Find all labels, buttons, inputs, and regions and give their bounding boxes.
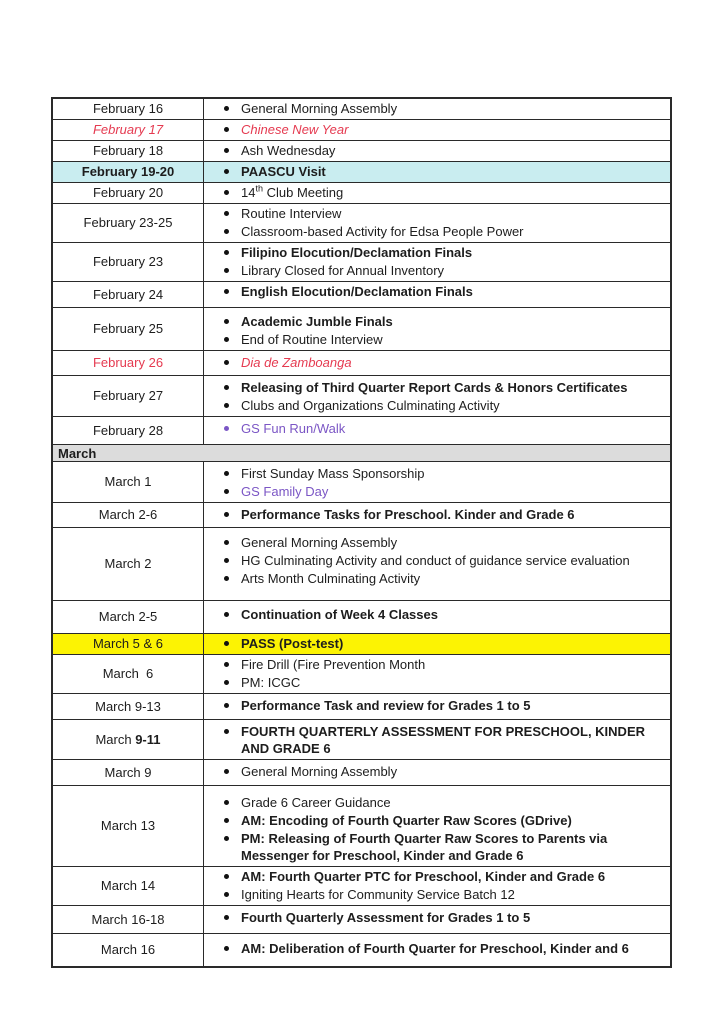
- event-text: [241, 674, 300, 691]
- text-segment: Library Closed for Annual Inventory: [241, 263, 445, 278]
- table-row: [53, 99, 670, 120]
- event-text: [241, 697, 531, 714]
- bullet-icon: [224, 886, 241, 903]
- event-item: [224, 121, 666, 138]
- bullet-icon: [224, 868, 241, 885]
- text-segment: Chinese New Year: [241, 122, 349, 137]
- text-segment: Ash Wednesday: [241, 143, 336, 158]
- events-cell: [204, 906, 670, 933]
- text-segment: AM: Encoding of Fourth Quarter Raw Scores (GDrive): [241, 813, 572, 828]
- date-label: [93, 185, 163, 201]
- event-item: [224, 379, 666, 396]
- event-item: [224, 465, 666, 482]
- events-cell: [204, 655, 670, 693]
- text-segment: Igniting Hearts for Community Service Batch 12: [241, 887, 515, 902]
- table-row: [53, 601, 670, 634]
- event-item: [224, 100, 666, 117]
- event-text: [241, 763, 397, 780]
- date-label: [93, 122, 163, 138]
- text-segment: Routine Interview: [241, 206, 342, 221]
- text-segment: AM: Deliberation of Fourth Quarter for Preschool, Kinder and 6: [241, 941, 629, 956]
- bullet-icon: [224, 465, 241, 482]
- text-segment: March 2: [104, 556, 152, 571]
- text-segment: March 2-6: [98, 507, 158, 522]
- bullet-icon: [224, 379, 241, 396]
- events-cell: [204, 760, 670, 785]
- events-cell: [204, 462, 670, 502]
- text-segment: February 16: [92, 101, 164, 116]
- date-cell: [53, 120, 204, 140]
- text-segment: Clubs and Organizations Culminating Activity: [241, 398, 500, 413]
- event-text: [241, 184, 343, 201]
- date-label: [101, 942, 155, 958]
- event-text: [241, 812, 572, 829]
- date-cell: [53, 601, 204, 633]
- events-cell: [204, 351, 670, 375]
- event-item: [224, 506, 666, 523]
- text-segment: February 17: [92, 122, 164, 137]
- bullet-icon: [224, 656, 241, 673]
- event-text: [241, 244, 472, 261]
- text-segment: General Morning Assembly: [241, 101, 398, 116]
- event-text: [241, 830, 666, 864]
- text-segment: General Morning Assembly: [241, 764, 398, 779]
- text-segment: Fourth Quarterly Assessment for Grades 1 to 5: [241, 910, 531, 925]
- text-segment: March 9-13: [95, 698, 161, 714]
- date-cell: [53, 351, 204, 375]
- event-item: [224, 163, 666, 180]
- events-cell: [204, 528, 670, 600]
- events-cell: [204, 162, 670, 182]
- text-segment: HG Culminating Activity and conduct of guidance service evaluation: [241, 553, 630, 568]
- event-item: [224, 763, 666, 780]
- events-cell: [204, 308, 670, 350]
- table-row: [53, 204, 670, 243]
- event-item: [224, 940, 666, 957]
- schedule-table: [51, 97, 672, 968]
- event-text: [241, 163, 326, 180]
- event-text: [241, 379, 627, 396]
- date-cell: [53, 308, 204, 350]
- table-row: [53, 634, 670, 655]
- table-row: [53, 243, 670, 282]
- events-cell: [204, 934, 670, 966]
- text-segment: PM: Releasing of Fourth Quarter Raw Scores to Parents via Messenger for Preschool, Kinder and Grade 6: [241, 831, 608, 863]
- date-cell: [53, 183, 204, 203]
- bullet-icon: [224, 262, 241, 279]
- events-cell: [204, 99, 670, 119]
- bullet-icon: [224, 483, 241, 500]
- date-label: [93, 355, 163, 371]
- event-text: [241, 100, 397, 117]
- table-row: [53, 760, 670, 786]
- events-cell: [204, 694, 670, 719]
- event-text: [241, 121, 348, 138]
- event-text: [241, 606, 438, 623]
- bullet-icon: [224, 223, 241, 240]
- text-segment: February 24: [92, 286, 164, 302]
- text-segment: February 28: [92, 422, 164, 438]
- text-segment: Club Meeting: [262, 185, 344, 200]
- event-item: [224, 723, 666, 757]
- event-item: [224, 184, 666, 201]
- date-label: [105, 556, 152, 572]
- bullet-icon: [224, 534, 241, 551]
- date-label: [95, 732, 160, 748]
- bullet-icon: [224, 506, 241, 523]
- bullet-icon: [224, 794, 241, 811]
- text-segment: 9-11: [135, 731, 161, 747]
- event-text: [241, 465, 425, 482]
- event-item: [224, 570, 666, 587]
- bullet-icon: [224, 635, 241, 652]
- text-segment: March 16: [100, 942, 156, 957]
- text-segment: February 25: [92, 321, 164, 336]
- bullet-icon: [224, 121, 241, 138]
- event-item: [224, 534, 666, 551]
- event-text: [241, 420, 345, 437]
- date-cell: [53, 162, 204, 182]
- table-row: [53, 351, 670, 376]
- date-cell: [53, 634, 204, 654]
- bullet-icon: [224, 205, 241, 222]
- event-item: [224, 262, 666, 279]
- bullet-icon: [224, 283, 241, 300]
- text-segment: PM: ICGC: [241, 675, 301, 690]
- event-text: [241, 313, 393, 330]
- text-segment: Fire Drill (Fire Prevention Month: [241, 657, 426, 672]
- event-text: [241, 635, 343, 652]
- event-text: [241, 552, 630, 569]
- event-text: [241, 886, 515, 903]
- text-segment: February 19-20: [81, 164, 175, 179]
- event-item: [224, 283, 666, 300]
- date-label: [99, 609, 158, 625]
- date-cell: [53, 462, 204, 502]
- event-item: [224, 812, 666, 829]
- events-cell: [204, 120, 670, 140]
- events-cell: [204, 867, 670, 905]
- text-segment: March: [95, 731, 136, 747]
- bullet-icon: [224, 331, 241, 348]
- table-row: [53, 906, 670, 934]
- event-item: [224, 354, 666, 371]
- events-cell: [204, 282, 670, 307]
- date-label: [105, 765, 152, 781]
- bullet-icon: [224, 142, 241, 159]
- event-item: [224, 830, 666, 864]
- table-row: [53, 867, 670, 906]
- date-label: [101, 878, 155, 894]
- date-label: [93, 101, 163, 117]
- date-cell: [53, 243, 204, 281]
- bullet-icon: [224, 674, 241, 691]
- date-label: [93, 143, 163, 159]
- events-cell: [204, 376, 670, 416]
- date-cell: [53, 417, 204, 444]
- table-row: [53, 282, 670, 308]
- table-row: [53, 720, 670, 760]
- date-label: [92, 912, 165, 928]
- text-segment: Academic Jumble Finals: [241, 314, 393, 329]
- date-cell: [53, 528, 204, 600]
- text-segment: General Morning Assembly: [241, 535, 398, 550]
- event-text: [241, 909, 530, 926]
- date-cell: [53, 760, 204, 785]
- date-label: [101, 818, 155, 834]
- table-row: [53, 934, 670, 966]
- date-label: [93, 423, 163, 439]
- event-text: [241, 205, 341, 222]
- event-text: [241, 868, 605, 885]
- date-cell: [53, 376, 204, 416]
- bullet-icon: [224, 354, 241, 371]
- event-item: [224, 635, 666, 652]
- table-row: [53, 655, 670, 694]
- text-segment: February 18: [92, 143, 164, 158]
- event-text: [241, 534, 397, 551]
- date-cell: [53, 503, 204, 527]
- text-segment: PASS (Post-test): [241, 636, 344, 651]
- text-segment: First Sunday Mass Sponsorship: [241, 466, 425, 481]
- event-text: [241, 483, 328, 500]
- date-cell: [53, 204, 204, 242]
- text-segment: March 6: [102, 666, 154, 681]
- table-row: [53, 417, 670, 445]
- table-row: [53, 141, 670, 162]
- event-item: [224, 331, 666, 348]
- event-text: [241, 223, 524, 240]
- events-cell: [204, 183, 670, 203]
- table-row: [53, 376, 670, 417]
- event-text: [241, 656, 425, 673]
- event-item: [224, 420, 666, 437]
- bullet-icon: [224, 244, 241, 261]
- date-label: [84, 215, 173, 231]
- events-cell: [204, 141, 670, 161]
- date-cell: [53, 786, 204, 866]
- event-item: [224, 223, 666, 240]
- events-cell: [204, 503, 670, 527]
- bullet-icon: [224, 163, 241, 180]
- date-label: [93, 636, 163, 652]
- event-item: [224, 697, 666, 714]
- bullet-icon: [224, 100, 241, 117]
- bullet-icon: [224, 184, 241, 201]
- text-segment: Filipino Elocution/Declamation Finals: [241, 245, 473, 260]
- text-segment: Arts Month Culminating Activity: [241, 571, 421, 586]
- event-text: [241, 397, 500, 414]
- text-segment: 14: [241, 185, 256, 200]
- date-label: [93, 254, 163, 270]
- table-row: [53, 503, 670, 528]
- text-segment: February 20: [92, 185, 164, 200]
- events-cell: [204, 204, 670, 242]
- event-text: [241, 354, 352, 371]
- table-row: [53, 462, 670, 503]
- date-cell: [53, 141, 204, 161]
- events-cell: [204, 786, 670, 866]
- text-segment: Classroom-based Activity for Edsa People Power: [241, 224, 524, 239]
- text-segment: GS Family Day: [241, 484, 329, 499]
- text-segment: March 2-5: [98, 609, 158, 624]
- text-segment: March 5 & 6: [92, 636, 164, 651]
- event-item: [224, 205, 666, 222]
- month-section-label: March: [58, 445, 97, 461]
- text-segment: March 13: [100, 818, 156, 833]
- text-segment: February 23: [92, 254, 164, 269]
- event-item: [224, 313, 666, 330]
- text-segment: February 27: [92, 388, 164, 403]
- date-label: [103, 666, 154, 682]
- events-cell: [204, 417, 670, 444]
- date-cell: [53, 720, 204, 759]
- table-row: [53, 183, 670, 204]
- text-segment: Performance Tasks for Preschool. Kinder and Grade 6: [241, 507, 575, 522]
- bullet-icon: [224, 940, 241, 957]
- date-cell: [53, 99, 204, 119]
- date-label: [93, 287, 163, 303]
- text-segment: FOURTH QUARTERLY ASSESSMENT FOR PRESCHOOL, KINDER AND GRADE 6: [241, 724, 645, 756]
- table-row: [53, 528, 670, 601]
- table-row: [53, 694, 670, 720]
- event-item: [224, 142, 666, 159]
- event-item: [224, 244, 666, 261]
- event-text: [241, 940, 629, 957]
- date-label: [93, 321, 163, 337]
- date-label: [105, 474, 152, 490]
- text-segment: March 14: [100, 878, 156, 893]
- event-text: [241, 262, 444, 279]
- date-cell: [53, 867, 204, 905]
- events-cell: [204, 634, 670, 654]
- text-segment: Grade 6 Career Guidance: [241, 795, 391, 810]
- bullet-icon: [224, 697, 241, 714]
- event-text: [241, 283, 473, 300]
- text-segment: Dia de Zamboanga: [241, 355, 352, 370]
- bullet-icon: [224, 909, 241, 926]
- event-item: [224, 886, 666, 903]
- date-cell: [53, 694, 204, 719]
- event-text: [241, 506, 575, 523]
- event-item: [224, 552, 666, 569]
- event-text: [241, 142, 335, 159]
- table-row: [53, 162, 670, 183]
- event-text: [241, 570, 420, 587]
- date-label: [93, 388, 163, 404]
- bullet-icon: [224, 606, 241, 623]
- date-label: [95, 699, 161, 715]
- bullet-icon: [224, 552, 241, 569]
- bullet-icon: [224, 723, 241, 757]
- event-text: [241, 723, 666, 757]
- text-segment: March 16-18: [91, 911, 165, 927]
- event-item: [224, 868, 666, 885]
- text-segment: End of Routine Interview: [241, 332, 383, 347]
- event-item: [224, 674, 666, 691]
- bullet-icon: [224, 830, 241, 864]
- text-segment: PAASCU Visit: [241, 164, 326, 179]
- text-segment: th: [255, 183, 263, 194]
- event-text: [241, 794, 391, 811]
- text-segment: March 1: [104, 474, 152, 489]
- bullet-icon: [224, 397, 241, 414]
- table-row: [53, 308, 670, 351]
- bullet-icon: [224, 570, 241, 587]
- text-segment: March 9: [104, 764, 152, 780]
- event-item: [224, 909, 666, 926]
- events-cell: [204, 601, 670, 633]
- date-cell: [53, 934, 204, 966]
- table-row: [53, 120, 670, 141]
- text-segment: AM: Fourth Quarter PTC for Preschool, Kinder and Grade 6: [241, 869, 606, 884]
- event-item: [224, 483, 666, 500]
- bullet-icon: [224, 313, 241, 330]
- table-row: [53, 786, 670, 867]
- event-item: [224, 656, 666, 673]
- date-cell: [53, 655, 204, 693]
- text-segment: February 23-25: [83, 215, 173, 230]
- date-label: [82, 164, 175, 180]
- event-text: [241, 331, 383, 348]
- events-cell: [204, 243, 670, 281]
- date-cell: [53, 282, 204, 307]
- date-cell: [53, 906, 204, 933]
- text-segment: English Elocution/Declamation Finals: [241, 284, 473, 299]
- event-item: [224, 397, 666, 414]
- date-label: [99, 507, 158, 523]
- event-item: [224, 794, 666, 811]
- text-segment: February 26: [92, 355, 164, 370]
- bullet-icon: [224, 812, 241, 829]
- text-segment: Continuation of Week 4 Classes: [241, 607, 438, 622]
- event-item: [224, 606, 666, 623]
- bullet-icon: [224, 420, 241, 437]
- text-segment: Releasing of Third Quarter Report Cards & Honors Certificates: [241, 380, 628, 395]
- text-segment: Performance Task and review for Grades 1 to 5: [241, 698, 531, 713]
- events-cell: [204, 720, 670, 759]
- text-segment: GS Fun Run/Walk: [241, 421, 346, 436]
- month-section-row: [53, 445, 670, 462]
- bullet-icon: [224, 763, 241, 780]
